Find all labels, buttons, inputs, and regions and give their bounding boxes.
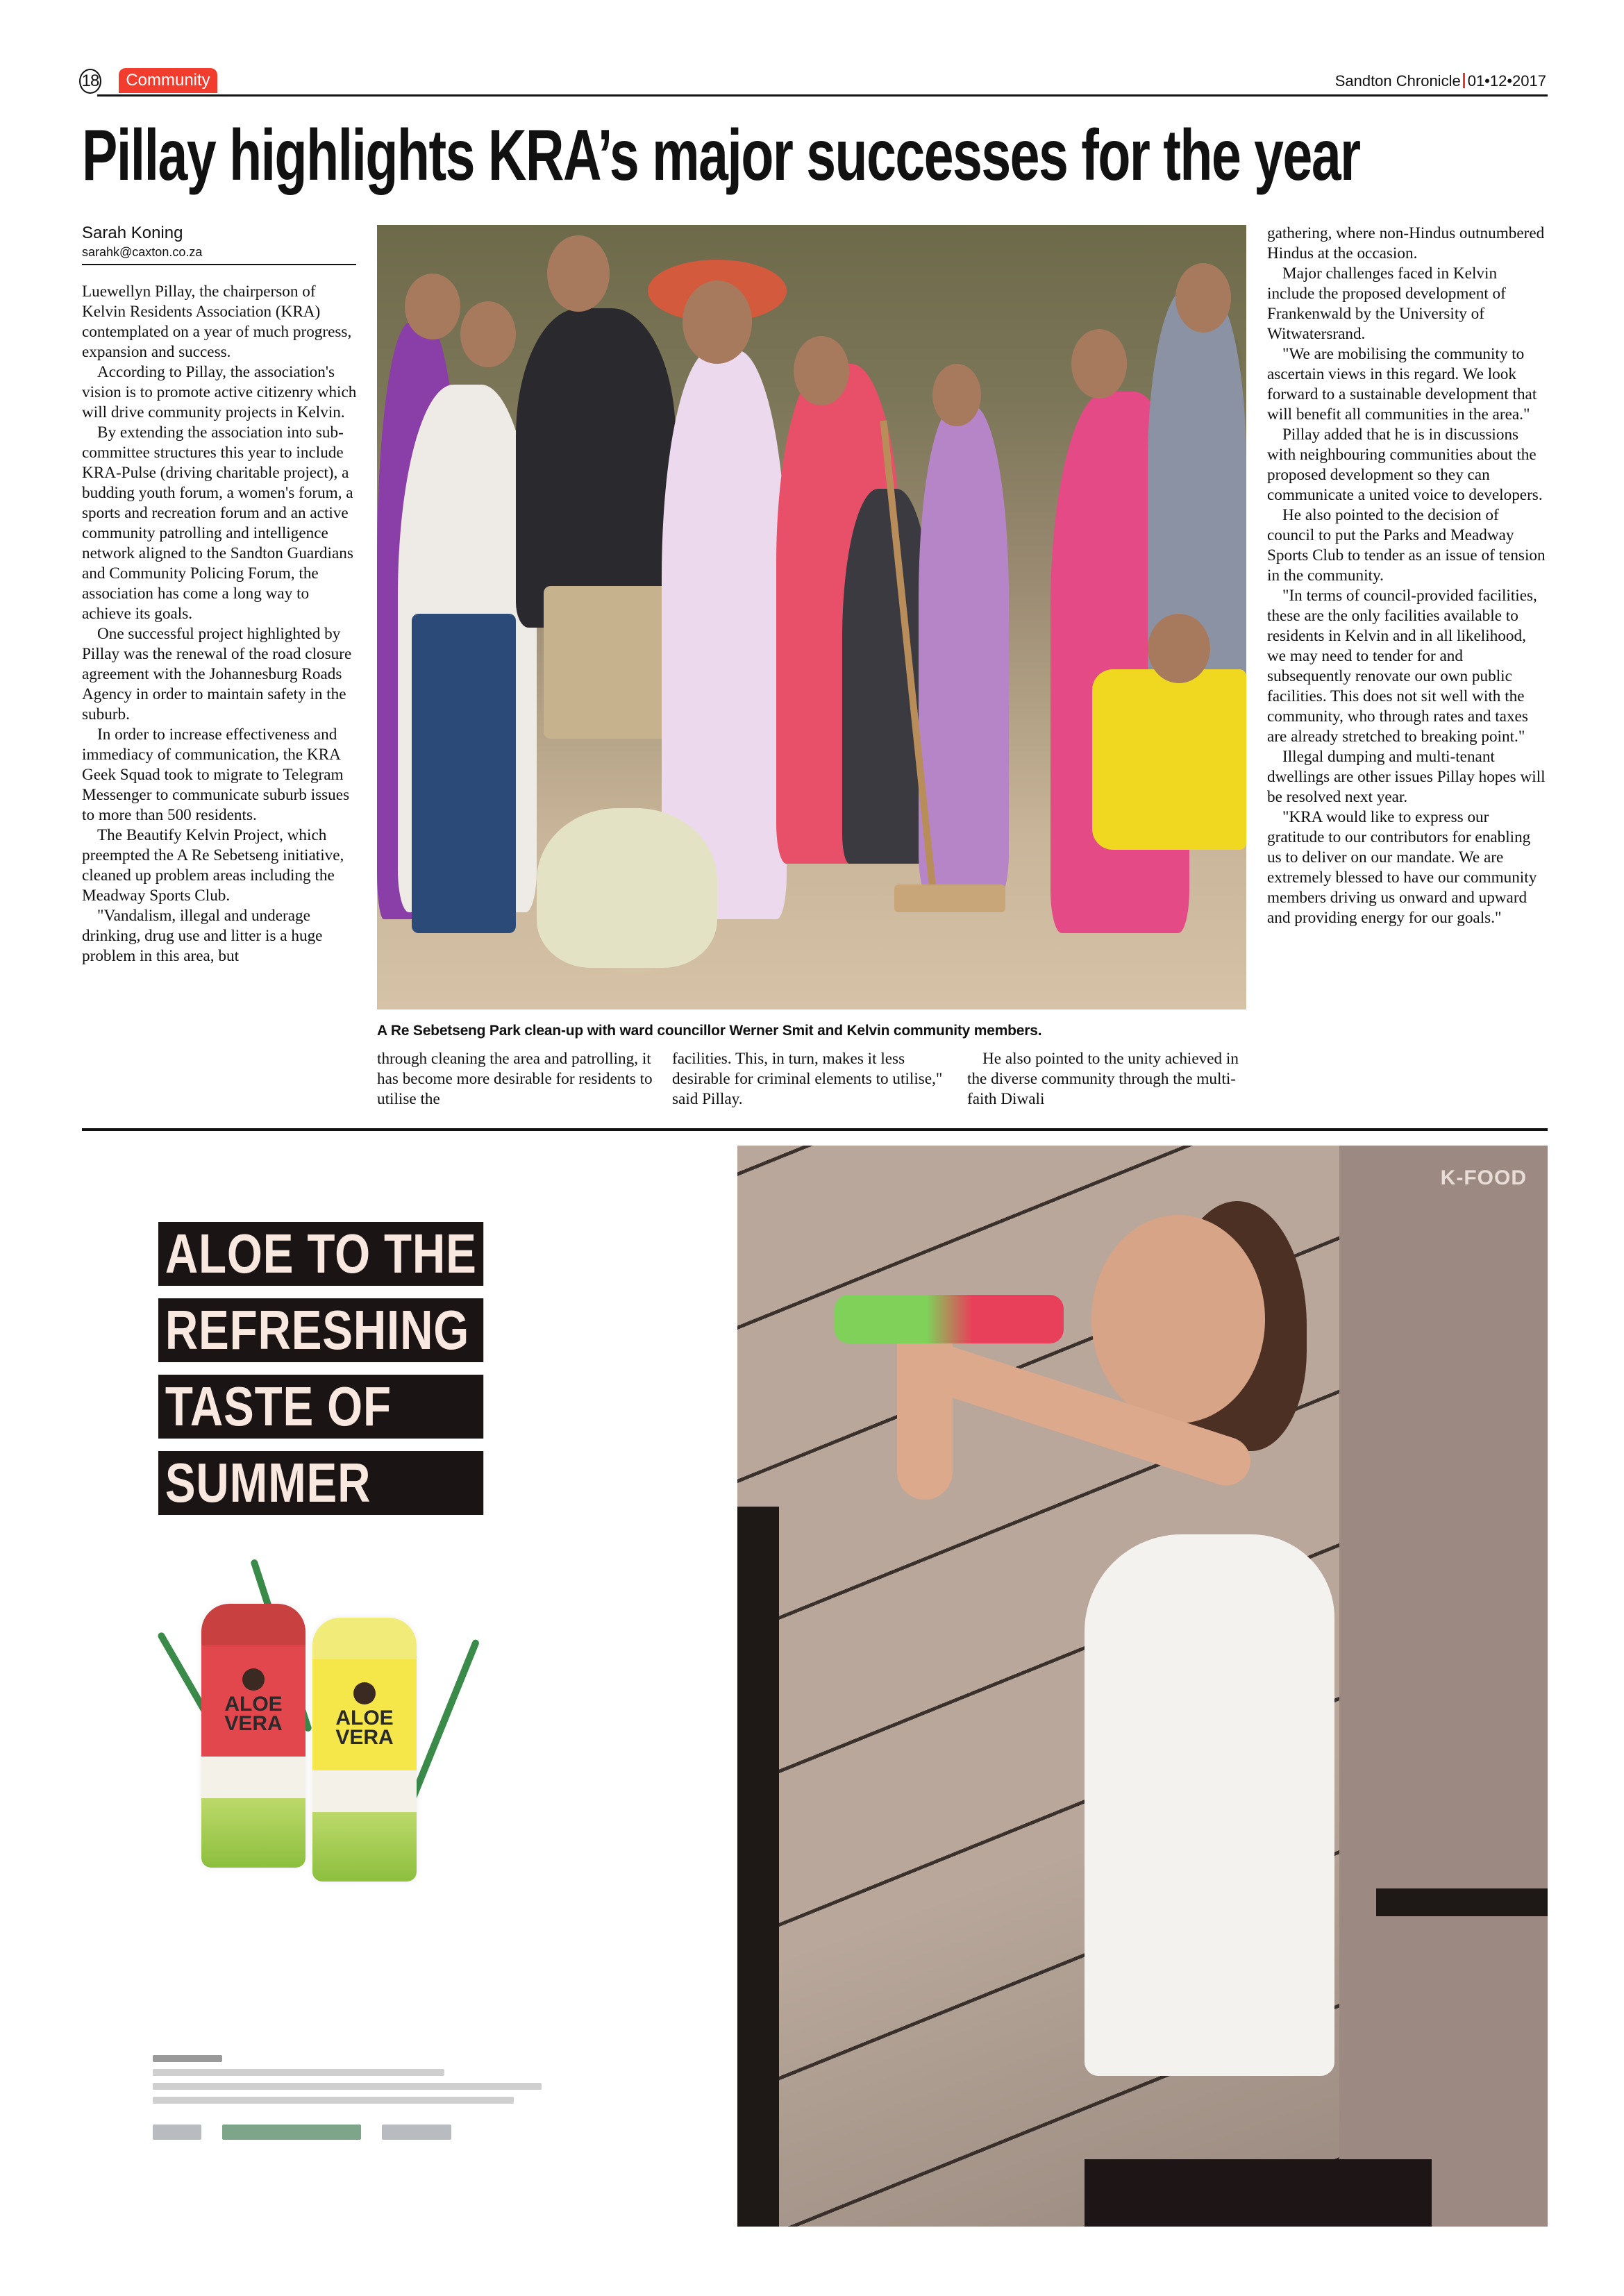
ad-slogan-line: ALOE TO THE [158, 1222, 483, 1286]
sponsor-logo-icon [382, 2125, 451, 2140]
paragraph: By extending the association into sub-committee structures this year to include KRA-Pulse (driving charitable project), a budding youth forum, a women's forum, a sports and recreation forum and an active community patrolling and intelligence network aligned to the Sandton Guardians and Community Policing Forum, the association has come a long way to achieve its goals. [82, 424, 353, 623]
woman-tank-top [1085, 1534, 1334, 2076]
advert-panel[interactable] [132, 1194, 583, 2249]
ad-sponsor-logos [153, 2125, 451, 2140]
ad-availability-text [153, 2055, 569, 2111]
article-column-1 [82, 282, 360, 966]
ad-bottle-yellow [312, 1618, 417, 1882]
railing [1376, 1888, 1548, 1916]
bottle-label: ALOE VERA [224, 1693, 283, 1735]
article-column-3 [672, 1049, 950, 1109]
person-figure [516, 308, 676, 628]
article-column-5 [1267, 224, 1548, 928]
section-tab-community: Community [119, 68, 217, 93]
article-column-2 [377, 1049, 655, 1109]
person-figure [1092, 669, 1246, 850]
person-head [405, 274, 460, 340]
paragraph: The Beautify Kelvin Project, which preempted the A Re Sebetseng initiative, cleaned up problem areas including the Meadway Sports Club. [82, 826, 344, 905]
brand-logo-icon [353, 1682, 376, 1704]
person-figure [412, 614, 516, 933]
person-head [1071, 329, 1127, 399]
paragraph: "In terms of council-provided facilities, these are the only facilities available to residents in Kelvin and in all likelihood, we may need to tender for and subsequently renovate our own public facilities. This does not sit well with the community, who through rates and taxes are already stretched to breaking point." [1267, 587, 1537, 746]
woman-head [1091, 1215, 1265, 1423]
sponsor-logo-icon [222, 2125, 361, 2140]
paragraph: He also pointed to the unity achieved in the diverse community through the multi-faith Diwali [967, 1050, 1239, 1108]
ad-slogan-line: SUMMER [158, 1451, 483, 1515]
paragraph: facilities. This, in turn, makes it less desirable for criminal elements to utilise," said Pillay. [672, 1050, 943, 1108]
paragraph: "Vandalism, illegal and underage drinking, drug use and litter is a huge problem in this area, but [82, 907, 323, 965]
woman-pants [1085, 2159, 1432, 2227]
ad-product-bottles [174, 1555, 479, 1888]
paragraph: "We are mobilising the community to ascertain views in this regard. We look forward to a sustainable development that will benefit all communities in the area." [1267, 345, 1537, 424]
railing [737, 1507, 779, 2227]
masthead [1335, 72, 1546, 90]
paragraph: According to Pillay, the association's vision is to promote active citizenry which will drive community projects in Kelvin. [82, 363, 357, 421]
masthead-separator [1463, 73, 1465, 88]
paragraph: through cleaning the area and patrolling, it has become more desirable for residents to utilise the [377, 1050, 653, 1108]
article-photo [377, 225, 1246, 1009]
article-bottom-rule [82, 1128, 1548, 1131]
photo-caption: A Re Sebetseng Park clean-up with ward councillor Werner Smit and Kelvin community members. [377, 1023, 1042, 1039]
person-head [547, 235, 610, 312]
issue-date: 01•12•2017 [1467, 72, 1546, 90]
byline-author: Sarah Koning [82, 224, 183, 242]
person-figure [544, 586, 676, 739]
paragraph: He also pointed to the decision of council to put the Parks and Meadway Sports Club to tender as an issue of tension in the community. [1267, 506, 1546, 585]
sponsor-logo-icon [153, 2125, 201, 2140]
paragraph: Pillay added that he is in discussions with neighbouring communities about the proposed development so they can communicate a united voice to developers. [1267, 426, 1543, 504]
article-column-4 [967, 1049, 1245, 1109]
paragraph: "KRA would like to express our gratitude to our contributors for enabling us to deliver on our mandate. We are extremely blessed to have our community members driving us onward and upward and providing energy for our goals." [1267, 808, 1537, 927]
broom-head [894, 885, 1005, 912]
paragraph: gathering, where non-Hindus outnumbered Hindus at the occasion. [1267, 224, 1545, 262]
header-rule [97, 94, 1548, 97]
ad-bottle-red [201, 1604, 305, 1868]
ad-photo[interactable] [737, 1146, 1548, 2227]
person-head [794, 336, 849, 405]
person-head [683, 280, 752, 364]
granite-wall [1339, 1146, 1548, 2227]
ad-slogan-line: TASTE OF [158, 1375, 483, 1439]
paragraph: One successful project highlighted by Pillay was the renewal of the road closure agreement with the Johannesburg Roads Agency in order to maintain safety in the suburb. [82, 625, 352, 723]
paragraph: Major challenges faced in Kelvin include the proposed development of Frankenwald by the University of Witwatersrand. [1267, 265, 1506, 343]
person-head [1175, 263, 1231, 333]
paragraph: Luewellyn Pillay, the chairperson of Kelvin Residents Association (KRA) contemplated on a year of much progress, expansion and success. [82, 283, 352, 361]
ad-slogan [158, 1222, 555, 1515]
brand-logo-icon [242, 1668, 265, 1691]
paragraph: Illegal dumping and multi-tenant dwellings are other issues Pillay hopes will be resolved next year. [1267, 748, 1546, 806]
person-head [932, 364, 981, 426]
headline: Pillay highlights KRA’s major successes for the year [82, 115, 1360, 196]
byline-rule [82, 264, 356, 265]
paragraph: In order to increase effectiveness and immediacy of communication, the KRA Geek Squad took to migrate to Telegram Messenger to communicate suburb issues to more than 500 residents. [82, 726, 350, 824]
ad-brand-tag: K-FOOD [1440, 1166, 1527, 1189]
byline-email[interactable]: sarahk@caxton.co.za [82, 245, 203, 259]
ad-slogan-line: REFRESHING [158, 1298, 483, 1362]
person-figure [919, 405, 1009, 891]
publication-name: Sandton Chronicle [1334, 72, 1461, 90]
page-number: 18 [79, 69, 101, 94]
drink-bottle [835, 1295, 1064, 1343]
bottle-label: ALOE VERA [335, 1707, 394, 1749]
rubbish-bag [537, 808, 717, 968]
person-head [460, 301, 516, 367]
person-head [1148, 614, 1210, 683]
